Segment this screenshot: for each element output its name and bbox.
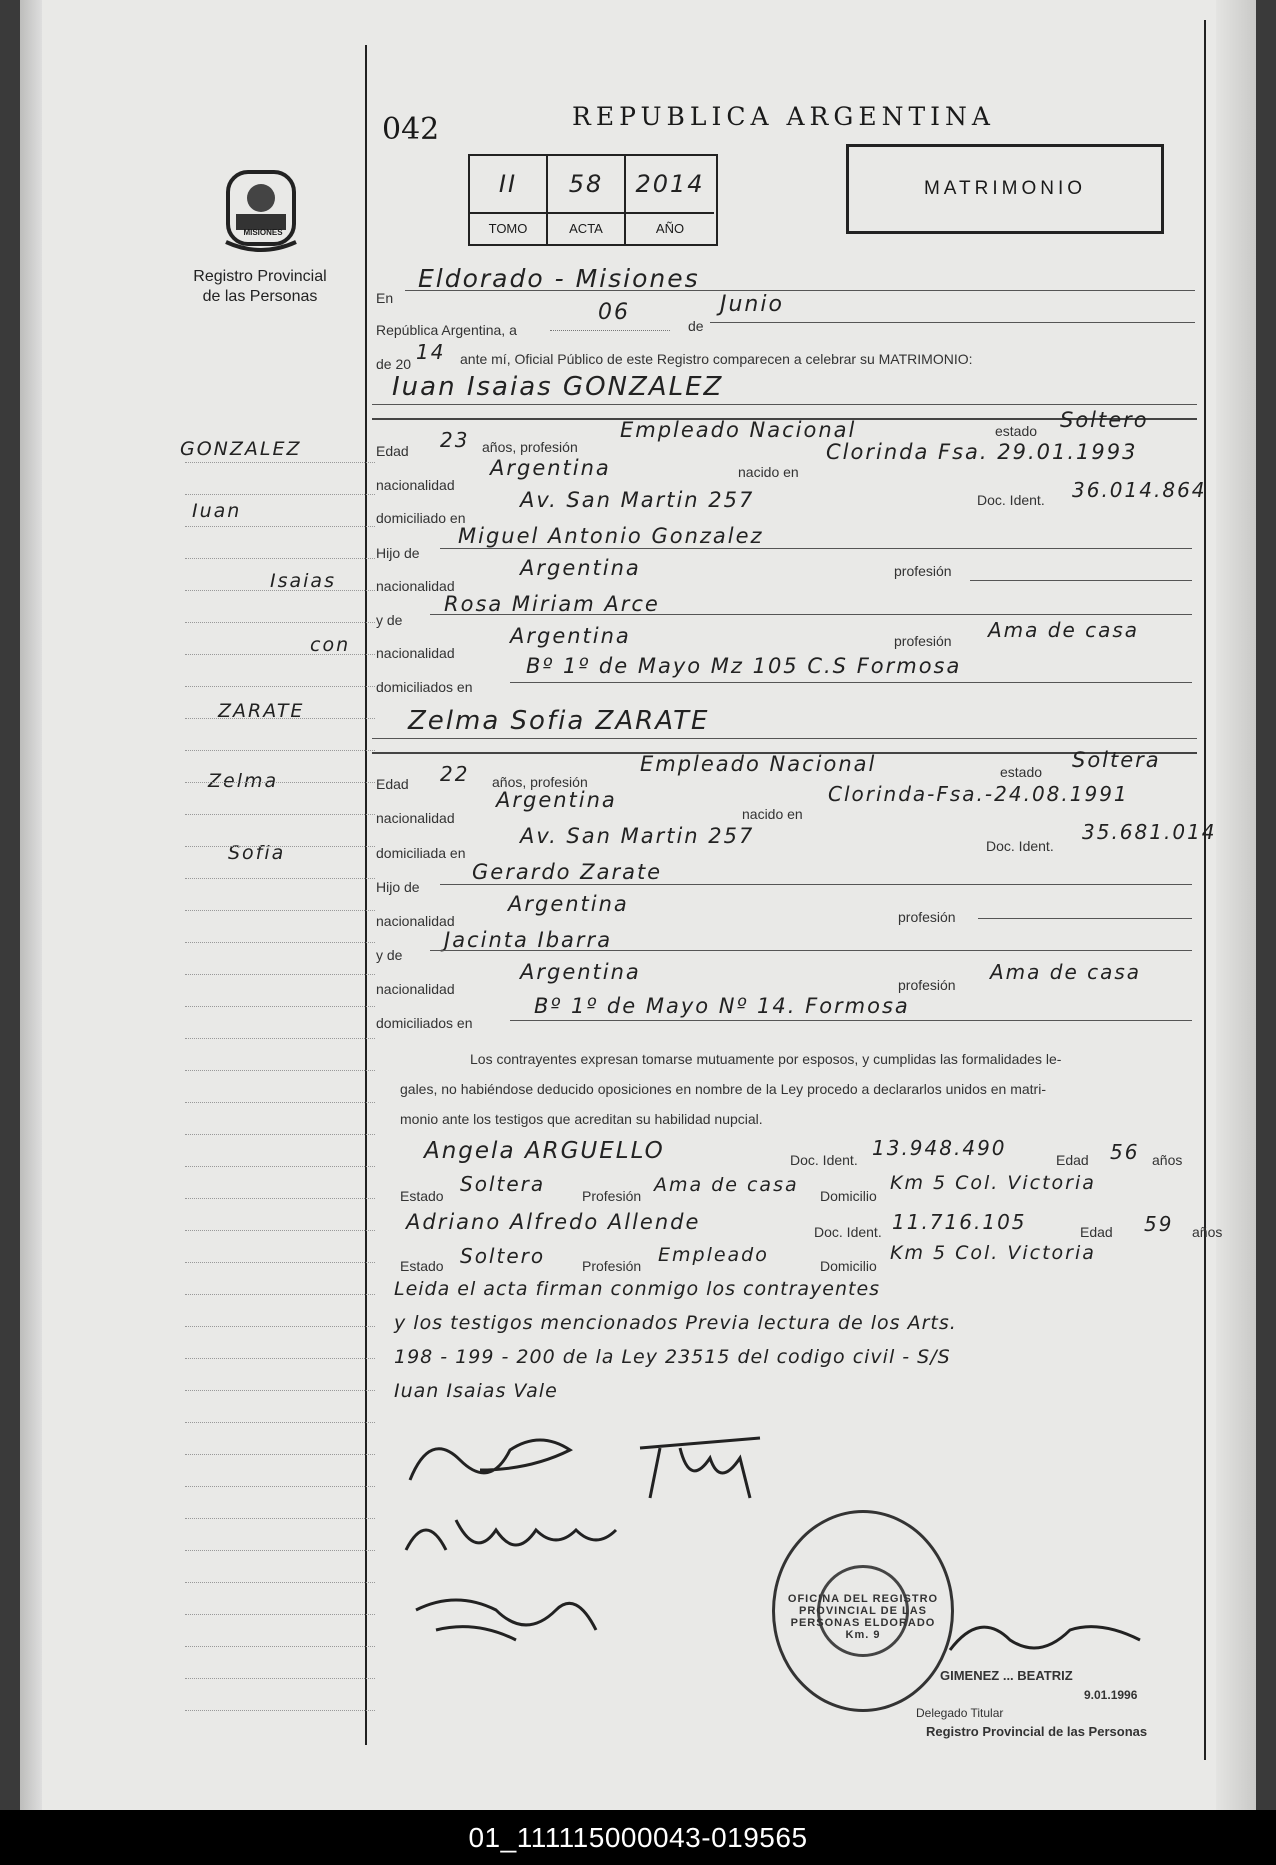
witness1-doc-label: Doc. Ident. <box>790 1152 858 1168</box>
note-line1: Leida el acta firman conmigo los contrayentes <box>394 1278 881 1300</box>
groom-father: Miguel Antonio Gonzalez <box>458 524 764 548</box>
tomo-value: II <box>470 156 548 212</box>
groom-nacido-label: nacido en <box>738 464 799 480</box>
right-border <box>1204 20 1206 1760</box>
republica-label: República Argentina, a <box>376 322 517 338</box>
anio-label: AÑO <box>626 212 714 244</box>
page-number: 042 <box>382 112 440 147</box>
margin-divider <box>365 45 367 1745</box>
witness2-domicilio-label: Domicilio <box>820 1258 877 1274</box>
groom-birth: Clorinda Fsa. 29.01.1993 <box>826 440 1138 464</box>
groom-father-prof-label: profesión <box>894 563 952 579</box>
witness1-anos-label: años <box>1152 1152 1183 1168</box>
groom-mother-nat-label: nacionalidad <box>376 645 455 661</box>
groom-yde-label: y de <box>376 612 403 628</box>
bride-father-prof-line <box>978 918 1192 919</box>
bride-yde-label: y de <box>376 947 403 963</box>
groom-nationality: Argentina <box>490 456 611 480</box>
bride-mother-nat: Argentina <box>520 960 641 984</box>
document-page <box>20 0 1256 1810</box>
margin-name2: Isaias <box>270 570 336 592</box>
anio-value: 2014 <box>635 170 705 198</box>
groom-age: 23 <box>440 428 470 452</box>
note-line4: Iuan Isaias Vale <box>394 1380 558 1402</box>
witness1-domicilio-label: Domicilio <box>820 1188 877 1204</box>
country-title: REPUBLICA ARGENTINA <box>572 102 995 131</box>
bride-edad-label: Edad <box>376 776 409 792</box>
groom-edad-label: Edad <box>376 443 409 459</box>
groom-estado: Soltero <box>1060 408 1149 432</box>
groom-father-nat-label: nacionalidad <box>376 578 455 594</box>
official-title1: Delegado Titular <box>916 1706 1004 1720</box>
bride-hijo-label: Hijo de <box>376 879 420 895</box>
bride-age: 22 <box>440 762 470 786</box>
groom-hijo-label: Hijo de <box>376 545 420 561</box>
bride-nacionalidad-label: nacionalidad <box>376 810 455 826</box>
bride-nationality: Argentina <box>496 788 617 812</box>
page-edge <box>1216 0 1256 1810</box>
registry-line2: de las Personas <box>202 288 318 305</box>
witness1-estado: Soltera <box>460 1172 546 1196</box>
bride-birth: Clorinda-Fsa.-24.08.1991 <box>828 782 1129 806</box>
witness1-doc: 13.948.490 <box>872 1136 1007 1160</box>
groom-name-line <box>372 404 1197 405</box>
bride-doc: 35.681.014 <box>1082 820 1217 844</box>
note-line3: 198 - 199 - 200 de la Ley 23515 del codigo civil - S/S <box>394 1346 951 1368</box>
witness1-edad-label: Edad <box>1056 1152 1089 1168</box>
groom-father-line <box>440 548 1192 549</box>
witness1-profession: Ama de casa <box>654 1174 799 1196</box>
witness2-address: Km 5 Col. Victoria <box>890 1242 1096 1264</box>
groom-parents-address: Bº 1º de Mayo Mz 105 C.S Formosa <box>526 654 962 678</box>
de-label: de <box>688 318 704 334</box>
bride-father-prof-label: profesión <box>898 909 956 925</box>
witness2-profession: Empleado <box>658 1244 769 1266</box>
record-type-box: MATRIMONIO <box>846 144 1164 234</box>
seal-label: MISIONES <box>243 228 283 237</box>
groom-estado-label: estado <box>995 423 1038 439</box>
witness1-profesion-label: Profesión <box>582 1188 642 1204</box>
groom-nacionalidad-label: nacionalidad <box>376 477 455 493</box>
place-line <box>405 290 1195 291</box>
witness2-edad-label: Edad <box>1080 1224 1113 1240</box>
groom-father-nat: Argentina <box>520 556 641 580</box>
groom-mother-prof-label: profesión <box>894 633 952 649</box>
official-title2: Registro Provincial de las Personas <box>926 1724 1148 1739</box>
groom-mother-line <box>430 614 1192 615</box>
bride-full-name: Zelma Sofia ZARATE <box>408 706 710 736</box>
groom-profession: Empleado Nacional <box>620 418 857 442</box>
act-number-table <box>468 154 718 246</box>
bride-father-nat: Argentina <box>508 892 629 916</box>
groom-domiciliado-label: domiciliado en <box>376 510 466 526</box>
bride-father: Gerardo Zarate <box>472 860 663 884</box>
witness2-estado-label: Estado <box>400 1258 444 1274</box>
scan-id-footer: 01_111115000043-019565 <box>0 1810 1276 1865</box>
bride-mother-prof: Ama de casa <box>990 960 1142 984</box>
witness1-address: Km 5 Col. Victoria <box>890 1172 1096 1194</box>
bride-mother-prof-label: profesión <box>898 977 956 993</box>
official-stamp <box>772 1510 954 1712</box>
witness2-name: Adriano Alfredo Allende <box>406 1210 701 1234</box>
declaration-line2: gales, no habiéndose deducido oposiciones en nombre de la Ley procedo a declararlos unidos en matri- <box>400 1081 1046 1097</box>
bride-profession: Empleado Nacional <box>640 752 877 776</box>
declaration-line1: Los contrayentes expresan tomarse mutuamente por esposos, y cumplidas las formalidades le- <box>470 1051 1062 1067</box>
bride-domiciliada-label: domiciliada en <box>376 845 466 861</box>
acta-label: ACTA <box>548 212 626 244</box>
bride-estado: Soltera <box>1072 748 1161 772</box>
bride-doc-label: Doc. Ident. <box>986 838 1054 854</box>
day-value: 06 <box>598 300 630 325</box>
margin-surname1: GONZALEZ <box>180 438 302 460</box>
witness2-anos-label: años <box>1192 1224 1223 1240</box>
witness2-age: 59 <box>1144 1212 1174 1236</box>
groom-mother-prof: Ama de casa <box>988 618 1140 642</box>
signature-official <box>940 1600 1160 1670</box>
witness2-profesion-label: Profesión <box>582 1258 642 1274</box>
margin-name4: Sofia <box>228 842 286 864</box>
bride-anos-label: años, profesión <box>492 774 588 790</box>
coat-of-arms-icon <box>218 162 304 258</box>
witness1-estado-label: Estado <box>400 1188 444 1204</box>
bride-name-line <box>372 738 1197 739</box>
binding-spine <box>20 0 42 1810</box>
bride-parents-line <box>510 1020 1192 1021</box>
bride-parents-address: Bº 1º de Mayo Nº 14. Formosa <box>534 994 910 1018</box>
day-line <box>550 330 670 331</box>
month-value: Junio <box>720 292 784 317</box>
signature-groom <box>400 1420 600 1500</box>
stamp-text: OFICINA DEL REGISTRO PROVINCIAL DE LAS PERSONAS ELDORADO Km. 9 <box>787 1593 939 1641</box>
bride-parents-dom-label: domiciliados en <box>376 1015 473 1031</box>
groom-parents-line <box>510 682 1192 683</box>
groom-mother: Rosa Miriam Arce <box>444 592 660 616</box>
groom-full-name: Iuan Isaias GONZALEZ <box>392 372 724 402</box>
year-prefix: de 20 <box>376 356 412 372</box>
groom-father-prof-line <box>970 580 1192 581</box>
place-value: Eldorado - Misiones <box>418 264 700 293</box>
witness1-name: Angela ARGUELLO <box>424 1138 665 1164</box>
month-line <box>710 322 1195 323</box>
bride-mother-line <box>430 950 1192 951</box>
witness2-doc-label: Doc. Ident. <box>814 1224 882 1240</box>
acta-value: 58 <box>548 156 626 212</box>
official-name-line: GIMENEZ ... BEATRIZ <box>940 1668 1073 1683</box>
signature-witness1 <box>396 1500 626 1570</box>
intro-text: ante mí, Oficial Público de este Registro comparecen a celebrar su MATRIMONIO: <box>460 351 973 367</box>
groom-mother-nat: Argentina <box>510 624 631 648</box>
groom-parents-dom-label: domiciliados en <box>376 679 473 695</box>
witness2-doc: 11.716.105 <box>892 1210 1027 1234</box>
signature-bride <box>620 1418 780 1508</box>
margin-con: con <box>310 634 351 656</box>
groom-doc: 36.014.864 <box>1072 478 1207 502</box>
witness1-age: 56 <box>1110 1140 1140 1164</box>
bride-father-nat-label: nacionalidad <box>376 913 455 929</box>
bride-estado-label: estado <box>1000 764 1043 780</box>
bride-mother-nat-label: nacionalidad <box>376 981 455 997</box>
bride-address: Av. San Martin 257 <box>520 824 755 848</box>
groom-doc-label: Doc. Ident. <box>977 492 1045 508</box>
official-date-line: 9.01.1996 <box>1084 1688 1138 1702</box>
groom-anos-label: años, profesión <box>482 439 578 455</box>
bride-father-line <box>440 884 1192 885</box>
groom-address: Av. San Martin 257 <box>520 488 755 512</box>
tomo-label: TOMO <box>470 212 548 244</box>
witness2-estado: Soltero <box>460 1244 546 1268</box>
registry-line1: Registro Provincial <box>193 268 327 285</box>
bride-mother: Jacinta Ibarra <box>444 928 613 952</box>
margin-surname2: ZARATE <box>218 700 305 722</box>
signature-witness2 <box>396 1570 626 1660</box>
margin-name1: Iuan <box>192 500 242 522</box>
bride-nacido-label: nacido en <box>742 806 803 822</box>
declaration-line3: monio ante los testigos que acreditan su habilidad nupcial. <box>400 1111 763 1127</box>
margin-name3: Zelma <box>208 770 279 792</box>
en-label: En <box>376 290 394 306</box>
year-value: 14 <box>416 340 446 364</box>
note-line2: y los testigos mencionados Previa lectura de los Arts. <box>394 1312 957 1334</box>
